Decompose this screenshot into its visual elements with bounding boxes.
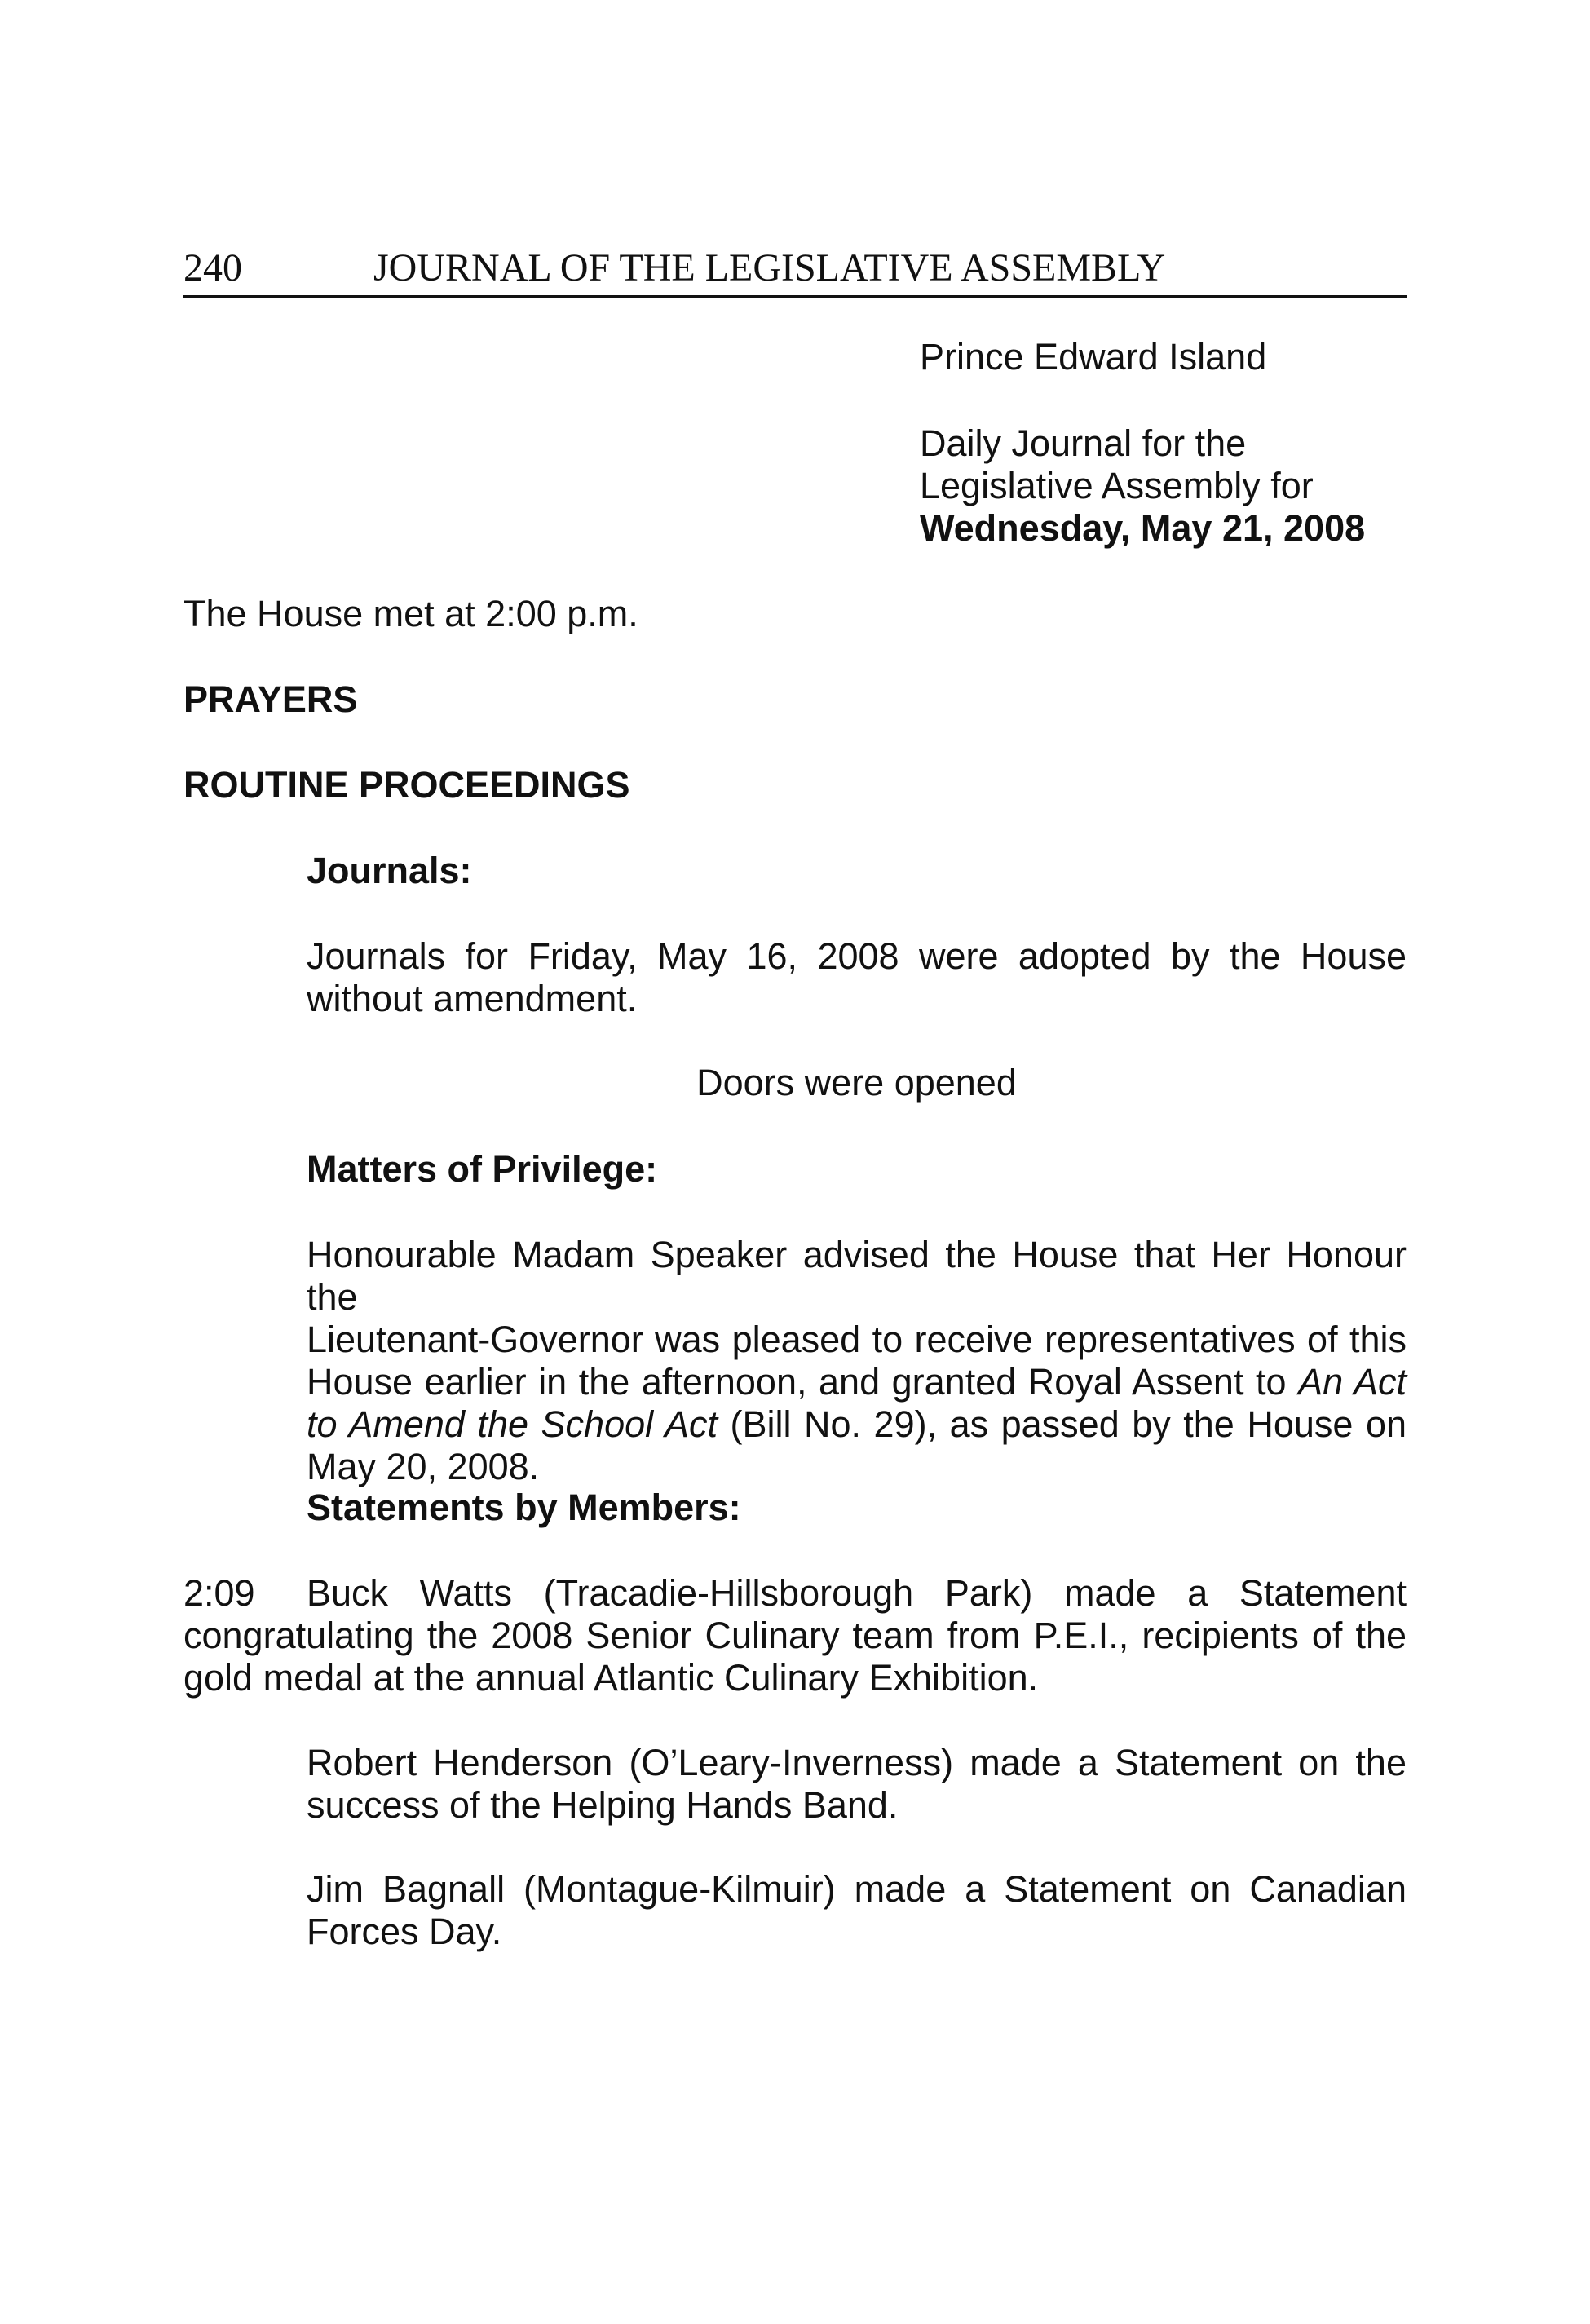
act-title-part-2: to Amend the School Act <box>307 1403 718 1445</box>
privilege-line-4 <box>307 1403 1407 1446</box>
doors-opened-note: Doors were opened <box>696 1062 1017 1103</box>
act-title-part-1: An Act <box>1298 1361 1407 1403</box>
statement-2-line-2: success of the Helping Hands Band. <box>307 1784 899 1826</box>
privilege-line-1: Honourable Madam Speaker advised the House that Her Honour the <box>307 1234 1407 1318</box>
running-header <box>183 241 1407 298</box>
statement-3 <box>307 1868 1407 1953</box>
privilege-line-4-text: (Bill No. 29), as passed by the House on <box>717 1403 1407 1445</box>
privilege-line-3 <box>307 1361 1407 1403</box>
statement-1-line-3: gold medal at the annual Atlantic Culinary Exhibition. <box>183 1657 1039 1699</box>
statement-3-line-1: Jim Bagnall (Montague-Kilmuir) made a Statement on Canadian <box>307 1868 1407 1910</box>
page-number: 240 <box>183 246 242 289</box>
opening-line: The House met at 2:00 p.m. <box>183 593 638 634</box>
journal-title: JOURNAL OF THE LEGISLATIVE ASSEMBLY <box>373 246 1166 289</box>
heading-prayers: PRAYERS <box>183 678 358 720</box>
journals-paragraph <box>307 935 1407 1020</box>
masthead-block <box>920 422 1442 550</box>
privilege-paragraph <box>307 1234 1407 1488</box>
journals-heading: Journals: <box>307 850 472 891</box>
statement-2 <box>307 1742 1407 1827</box>
privilege-line-2: Lieutenant-Governor was pleased to receive representatives of this <box>307 1319 1407 1360</box>
journals-line-1: Journals for Friday, May 16, 2008 were adopted by the House <box>307 935 1407 977</box>
statement-1-line-1: Buck Watts (Tracadie-Hillsborough Park) made a Statement <box>307 1572 1407 1614</box>
masthead-date: Wednesday, May 21, 2008 <box>920 507 1366 549</box>
statements-heading: Statements by Members: <box>307 1487 741 1528</box>
privilege-line-3-text: House earlier in the afternoon, and granted Royal Assent to <box>307 1361 1299 1403</box>
masthead-line-1: Daily Journal for the <box>920 422 1247 464</box>
masthead-province: Prince Edward Island <box>920 336 1267 378</box>
statement-2-line-1: Robert Henderson (O’Leary-Inverness) made a Statement on the <box>307 1742 1407 1783</box>
heading-routine-proceedings: ROUTINE PROCEEDINGS <box>183 764 630 806</box>
privilege-line-5: May 20, 2008. <box>307 1446 540 1487</box>
masthead-line-2: Legislative Assembly for <box>920 465 1314 506</box>
statement-3-line-2: Forces Day. <box>307 1911 502 1952</box>
statement-time: 2:09 <box>183 1572 255 1614</box>
statement-1 <box>183 1572 1407 1699</box>
statement-1-line-2: congratulating the 2008 Senior Culinary team from P.E.I., recipients of the <box>183 1615 1407 1656</box>
privilege-heading: Matters of Privilege: <box>307 1148 658 1190</box>
journals-line-2: without amendment. <box>307 978 638 1019</box>
